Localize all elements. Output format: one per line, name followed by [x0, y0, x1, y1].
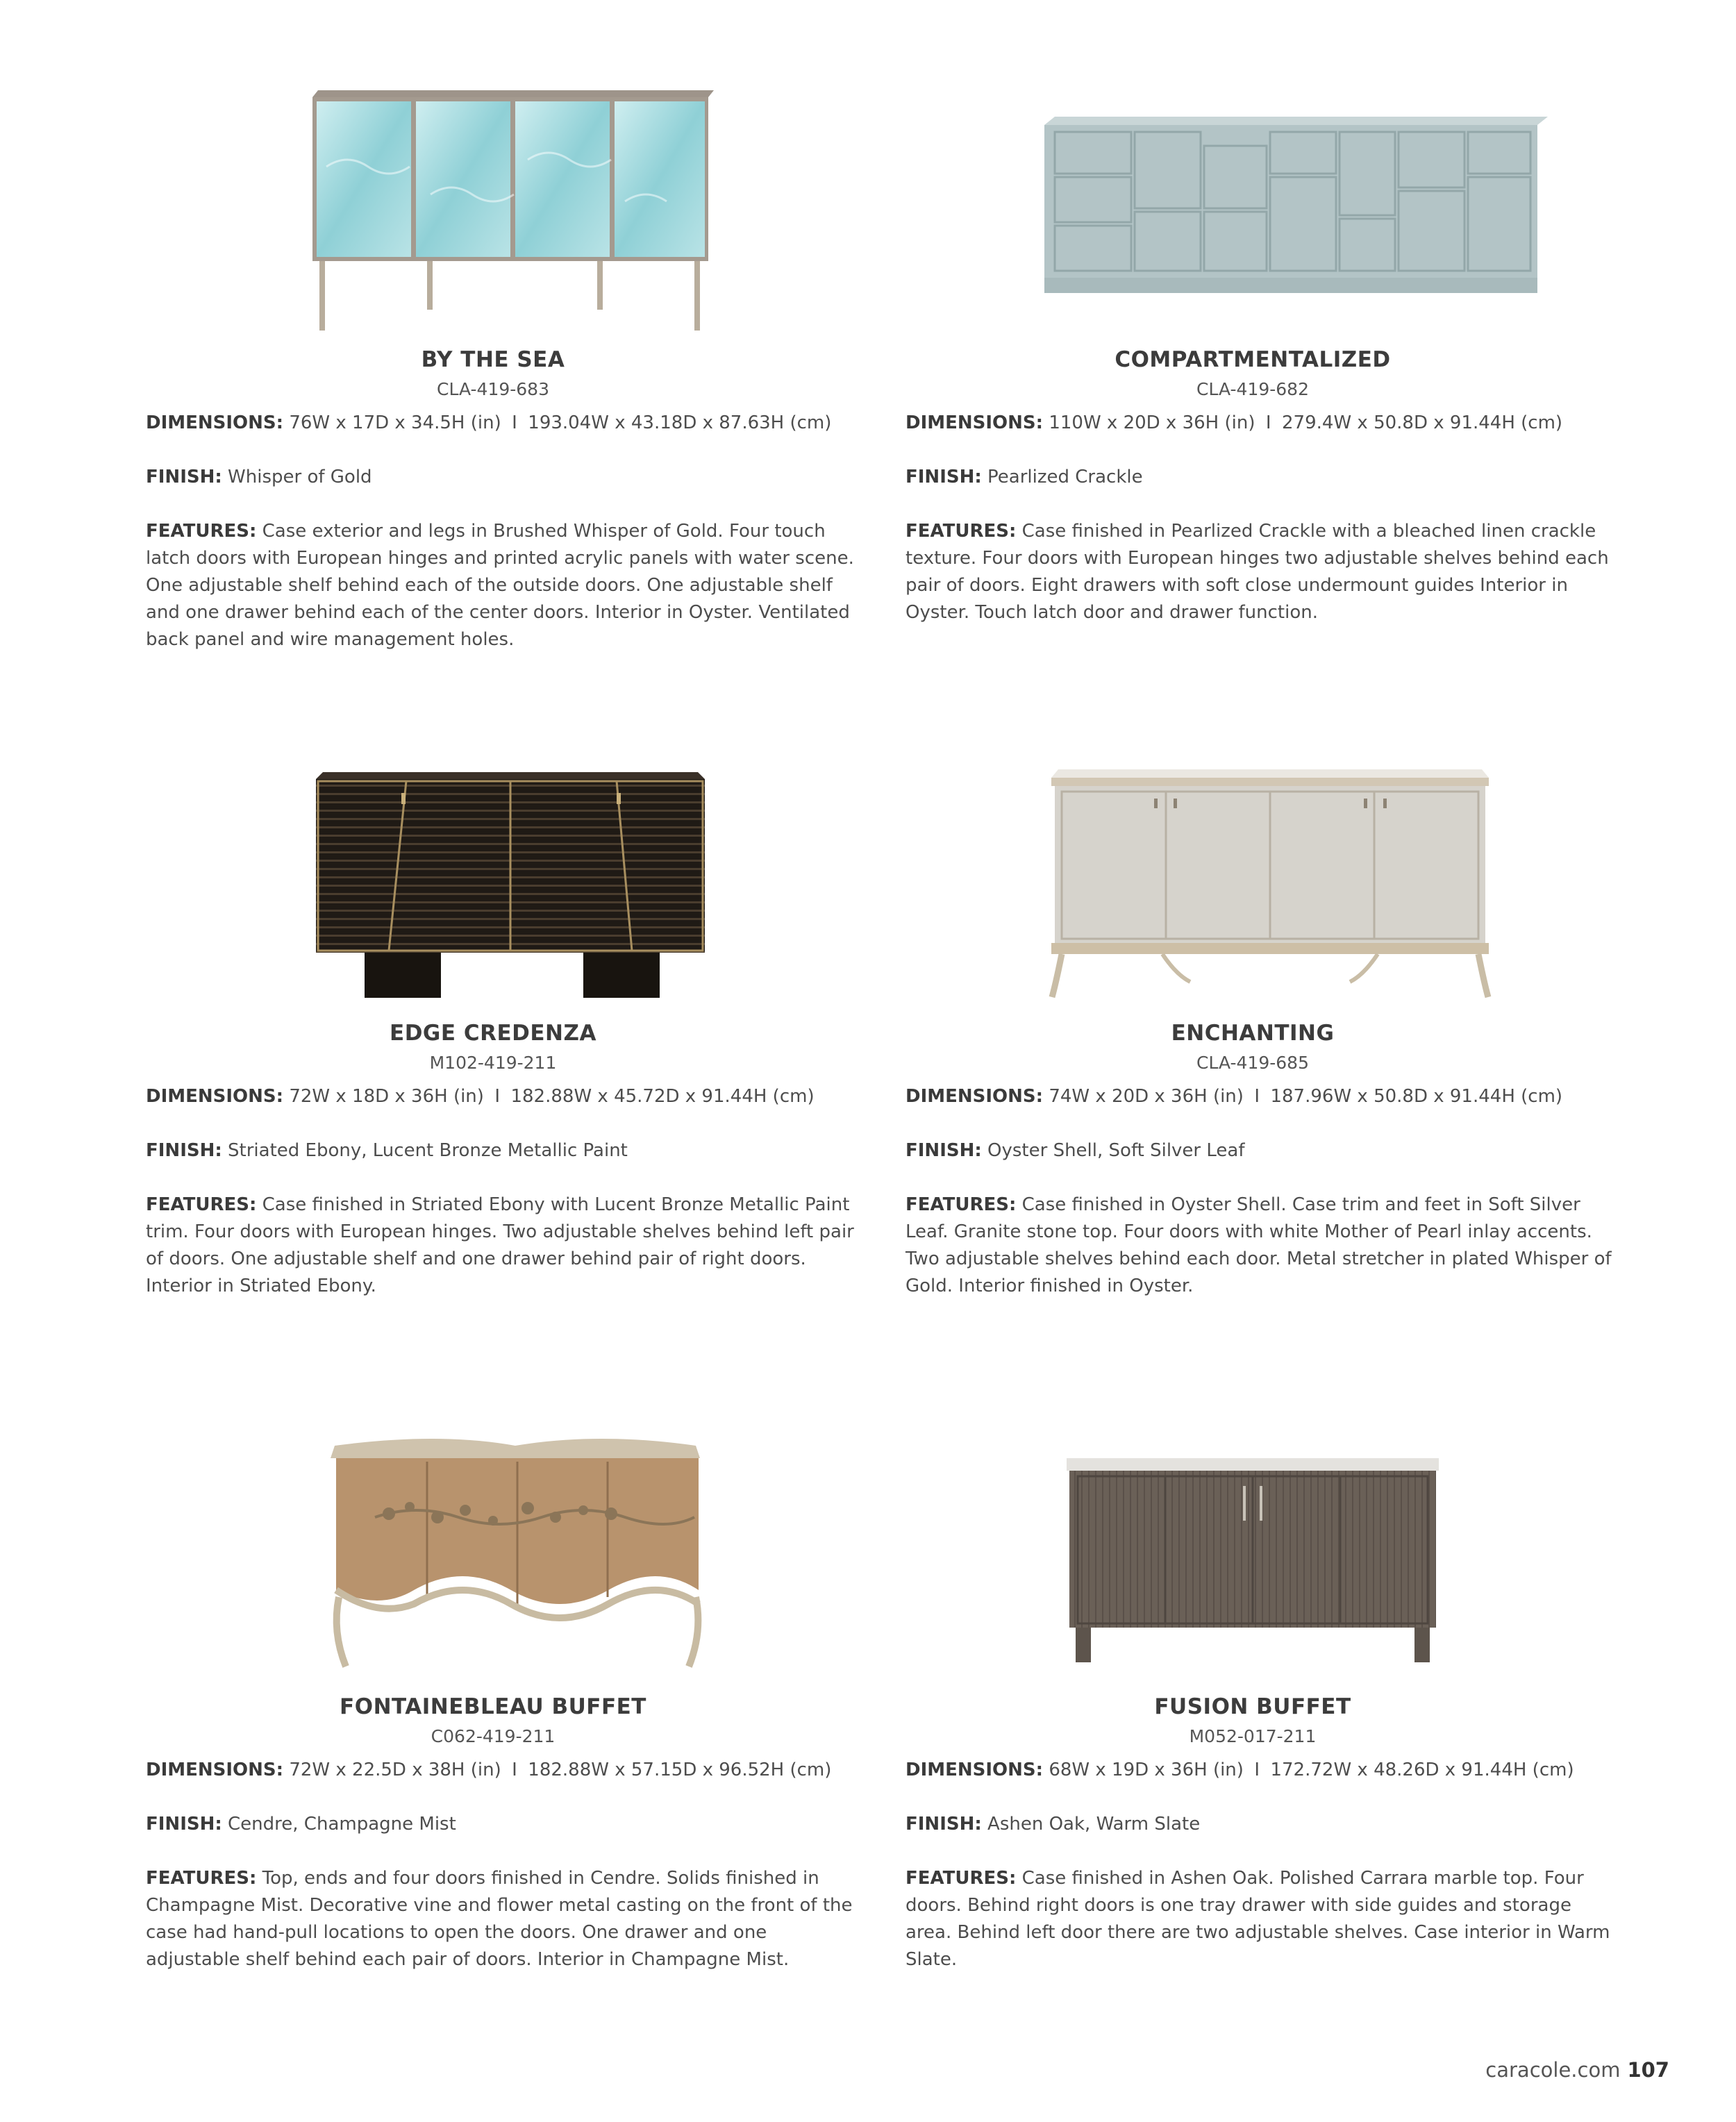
product-dimensions [905, 1757, 1614, 1784]
dimensions-label: DIMENSIONS: [905, 1760, 1044, 1780]
product-features [905, 1865, 1614, 1973]
product-name: COMPARTMENTALIZED [1115, 347, 1391, 372]
finish-label: FINISH: [146, 1814, 222, 1835]
features-label: FEATURES: [146, 1868, 257, 1889]
dimensions-label: DIMENSIONS: [905, 1086, 1044, 1107]
finish-label: FINISH: [146, 1140, 222, 1161]
site-url[interactable]: caracole.com [1485, 2058, 1621, 2082]
product-finish [905, 1137, 1614, 1164]
finish-value: Pearlized Crackle [987, 467, 1143, 487]
product-image [940, 1430, 1565, 1687]
features-text: Case exterior and legs in Brushed Whisper of Gold. Four touch latch doors with European hinges and printed acrylic panels with water scene. One adjustable shelf behind each of the outside doors. One adjustable shelf and one drawer behind each of the center doors. Interior in Oyster. Ventilated back panel and wire management holes. [146, 521, 854, 650]
product-dimensions [146, 410, 854, 437]
separator: I [512, 412, 517, 433]
finish-value: Whisper of Gold [228, 467, 372, 487]
finish-value: Oyster Shell, Soft Silver Leaf [987, 1140, 1245, 1161]
product-sku: M052-017-211 [1189, 1726, 1317, 1746]
product-image [181, 83, 806, 340]
features-label: FEATURES: [905, 1868, 1017, 1889]
separator: I [494, 1086, 501, 1107]
page-number: 107 [1627, 2058, 1669, 2082]
product-features [146, 1192, 854, 1300]
dimensions-label: DIMENSIONS: [146, 412, 284, 433]
dimensions-label: DIMENSIONS: [905, 412, 1044, 433]
dimensions-cm: 279.4W x 50.8D x 91.44H (cm) [1282, 412, 1563, 433]
features-text: Top, ends and four doors finished in Cendre. Solids finished in Champagne Mist. Decorative vine and flower metal casting on the front of the case had hand-pull locations to open the doors. One drawer and one adjustable shelf behind each pair of doors. Interior in Champagne Mist. [146, 1868, 853, 1970]
features-text: Case finished in Ashen Oak. Polished Carrara marble top. Four doors. Behind right doors is one tray drawer with side guides and storage area. Behind left door there are two adjustable shelves. Case interior in Warm Slate. [905, 1868, 1610, 1970]
finish-value: Striated Ebony, Lucent Bronze Metallic Paint [228, 1140, 628, 1161]
product-finish [146, 1811, 854, 1838]
finish-label: FINISH: [905, 1814, 982, 1835]
product-sku: M102-419-211 [429, 1053, 557, 1073]
product-name: ENCHANTING [1171, 1021, 1335, 1046]
product-finish [905, 1811, 1614, 1838]
product-image [940, 757, 1565, 1014]
product-features [146, 1865, 854, 1973]
product-dimensions [146, 1757, 854, 1784]
product-finish [146, 464, 854, 491]
finish-value: Cendre, Champagne Mist [228, 1814, 456, 1835]
product-sku: C062-419-211 [431, 1726, 556, 1746]
product-dimensions [905, 1083, 1614, 1110]
product-sku: CLA-419-683 [437, 379, 549, 399]
product-name: FONTAINEBLEAU BUFFET [340, 1694, 646, 1719]
features-text: Case finished in Striated Ebony with Lucent Bronze Metallic Paint trim. Four doors with European hinges. Two adjustable shelves behind left pair of doors. One adjustable shelf and one drawer behind pair of right doors. Interior in Striated Ebony. [146, 1194, 854, 1296]
separator: I [1254, 1760, 1260, 1780]
product-dimensions [905, 410, 1614, 437]
product-name: BY THE SEA [421, 347, 565, 372]
product-features [905, 518, 1614, 626]
product-features [146, 518, 854, 653]
dimensions-label: DIMENSIONS: [146, 1086, 284, 1107]
dimensions-in: 74W x 20D x 36H (in) [1049, 1086, 1244, 1107]
dimensions-cm: 182.88W x 45.72D x 91.44H (cm) [510, 1086, 815, 1107]
product-finish [146, 1137, 854, 1164]
dimensions-in: 68W x 19D x 36H (in) [1049, 1760, 1244, 1780]
features-label: FEATURES: [146, 521, 257, 542]
finish-label: FINISH: [905, 1140, 982, 1161]
dimensions-in: 110W x 20D x 36H (in) [1049, 412, 1255, 433]
product-sku: CLA-419-685 [1196, 1053, 1309, 1073]
product-finish [905, 464, 1614, 491]
product-name: FUSION BUFFET [1154, 1694, 1351, 1719]
finish-label: FINISH: [905, 467, 982, 487]
dimensions-in: 72W x 18D x 36H (in) [289, 1086, 484, 1107]
features-label: FEATURES: [146, 1194, 257, 1215]
product-sku: CLA-419-682 [1196, 379, 1309, 399]
separator: I [1254, 1086, 1260, 1107]
dimensions-cm: 172.72W x 48.26D x 91.44H (cm) [1270, 1760, 1574, 1780]
separator: I [512, 1760, 517, 1780]
product-image [940, 83, 1565, 340]
dimensions-label: DIMENSIONS: [146, 1760, 284, 1780]
product-dimensions [146, 1083, 854, 1110]
dimensions-cm: 193.04W x 43.18D x 87.63H (cm) [528, 412, 832, 433]
dimensions-cm: 187.96W x 50.8D x 91.44H (cm) [1270, 1086, 1563, 1107]
features-text: Case finished in Pearlized Crackle with a bleached linen crackle texture. Four doors with European hinges two adjustable shelves behind each pair of doors. Eight drawers with soft close undermount guides Interior in Oyster. Touch latch door and drawer function. [905, 521, 1609, 623]
finish-label: FINISH: [146, 467, 222, 487]
product-features [905, 1192, 1614, 1300]
product-image [181, 757, 806, 1014]
dimensions-in: 76W x 17D x 34.5H (in) [289, 412, 501, 433]
page-footer [1485, 2058, 1669, 2082]
dimensions-in: 72W x 22.5D x 38H (in) [289, 1760, 501, 1780]
features-text: Case finished in Oyster Shell. Case trim and feet in Soft Silver Leaf. Granite stone top. Four doors with white Mother of Pearl inlay accents. Two adjustable shelves behind each door. Metal stretcher in plated Whisper of Gold. Interior finished in Oyster. [905, 1194, 1612, 1296]
product-name: EDGE CREDENZA [390, 1021, 596, 1046]
dimensions-cm: 182.88W x 57.15D x 96.52H (cm) [528, 1760, 832, 1780]
separator: I [1265, 412, 1271, 433]
features-label: FEATURES: [905, 1194, 1017, 1215]
product-image [181, 1430, 806, 1687]
finish-value: Ashen Oak, Warm Slate [987, 1814, 1201, 1835]
features-label: FEATURES: [905, 521, 1017, 542]
